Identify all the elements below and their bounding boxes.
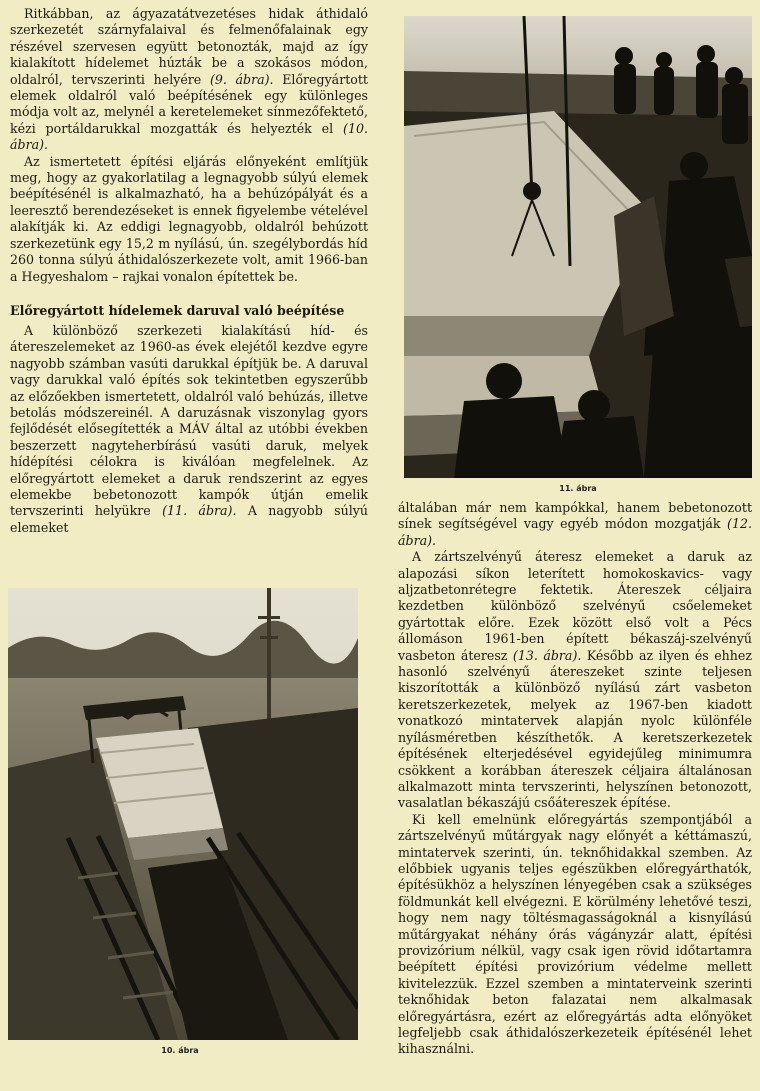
figure-11-photo xyxy=(404,16,752,478)
figure-11-caption: 11. ábra xyxy=(559,484,597,493)
paragraph-2: Az ismertetett építési eljárás előnyeként említjük meg, hogy az gyakorlatilag a legnagyobb súlyú elemek beépítésénél is alkalmazható, ha a behúzópályát és a leeresztő berendezéseket is ennek figyelembe vételével alakítják ki. Az eddigi legnagyobb, oldalról behúzott szerkezetünk egy 15,2 m nyílású, ún. szegélybordás híd 260 tonna súlyú áthidalószerkezete volt, amit 1966-ban a Hegyeshalom – rajkai vonalon építettek be. xyxy=(10,153,368,284)
figure-10-photo xyxy=(8,588,358,1040)
paragraph-3: A különböző szerkezeti kialakítású híd- és átereszelemeket az 1960-as évek elejétől kezdve egyre nagyobb számban vasúti darukkal építjük be. A daruval vagy darukkal való építés sok tekintetben egyszerűbb az előzőekben ismertetett, oldalról való behúzás, illetve betolás módszereinél. A daruzásnak viszonylag gyors fejlődését elősegítették a MÁV által az utóbbi években beszerzett nagyteherbírású vasúti daruk, melyek hídépítési célokra is kiválóan megfelelnek. Az előregyártott elemeket a daruk rendszerint az egyes elemekbe bebetonozott kampók útján emelik tervszerinti helyükre (11. ábra). A nagyobb súlyú elemeket xyxy=(10,322,368,535)
figure-10-caption: 10. ábra xyxy=(161,1046,199,1055)
left-column-text xyxy=(10,6,368,536)
paragraph-4: általában már nem kampókkal, hanem bebetonozott sínek segítségével vagy egyéb módon mozgatják (12. ábra). xyxy=(398,500,752,548)
paragraph-5: A zártszelvényű áteresz elemeket a daruk az alapozási síkon leterített homokoskavics- vagy aljzatbetonrétegre fektetik. Átereszek céljaira kezdetben különböző szelvényű csőelemeket gyártottak előre. Ezek között első volt a Pécs állomáson 1961-ben épített békaszáj-szelvényű vasbeton áteresz (13. ábra). Később az ilyen és ehhez hasonló szelvényű átereszeket szinte teljesen kiszorították a különböző nyílású zárt vasbeton keretszerkezetek, melyek az 1967-ben kiadott vonatkozó mintatervek alapján nyolc különféle nyílásméretben készíthetők. A keretszerkezetek építésének elterjedésével egyidejűleg minimumra csökkent a korábban átereszek céljaira általánosan alkalmazott minta tervszerinti, helyszínen betonozott, vasalatlan békaszájú csőátereszek építése. xyxy=(398,549,752,811)
paragraph-1: Ritkábban, az ágyazatátvezetéses hidak áthidaló szerkezetét szárnyfalaival és felmenőfalainak egy részével szervesen együtt betonozták, majd az így kialakított hídelemet húzták be a szokásos módon, oldalról, tervszerinti helyére (9. ábra). Előregyártott elemek oldalról való beépítésének egy különleges módja volt az, melynél a keretelemeket sínmezőfektető, kézi portáldarukkal mozgatták és helyezték el (10. ábra). xyxy=(10,6,368,153)
section-heading: Előregyártott hídelemek daruval való beépítése xyxy=(10,302,345,318)
right-column-text xyxy=(398,500,752,1058)
paragraph-6: Ki kell emelnünk előregyártás szempontjából a zártszelvényű műtárgyak nagy előnyét a kéttámaszú, mintatervek szerinti, ún. teknőhidakkal szemben. Az előbbiek ugyanis teljes egészükben előregyárthatók, építésükhöz a helyszínen lényegében csak a szükséges földmunkát kell elvégezni. E körülmény lehetővé teszi, hogy nem nagy töltésmagasságoknál a kisnyílású műtárgyakat néhány órás vágányzár alatt, építési provizórium nélkül, vagy csak igen rövid időtartamra beépített építési provizórium védelme mellett kivitelezzük. Ezzel szemben a mintaterveink szerinti teknőhidak beton falazatai nem alkalmasak előregyártásra, ezért az előregyártás adta előnyöket legfeljebb csak áthidalószerkezeteik építésénél lehet kihasználni. xyxy=(398,811,752,1057)
